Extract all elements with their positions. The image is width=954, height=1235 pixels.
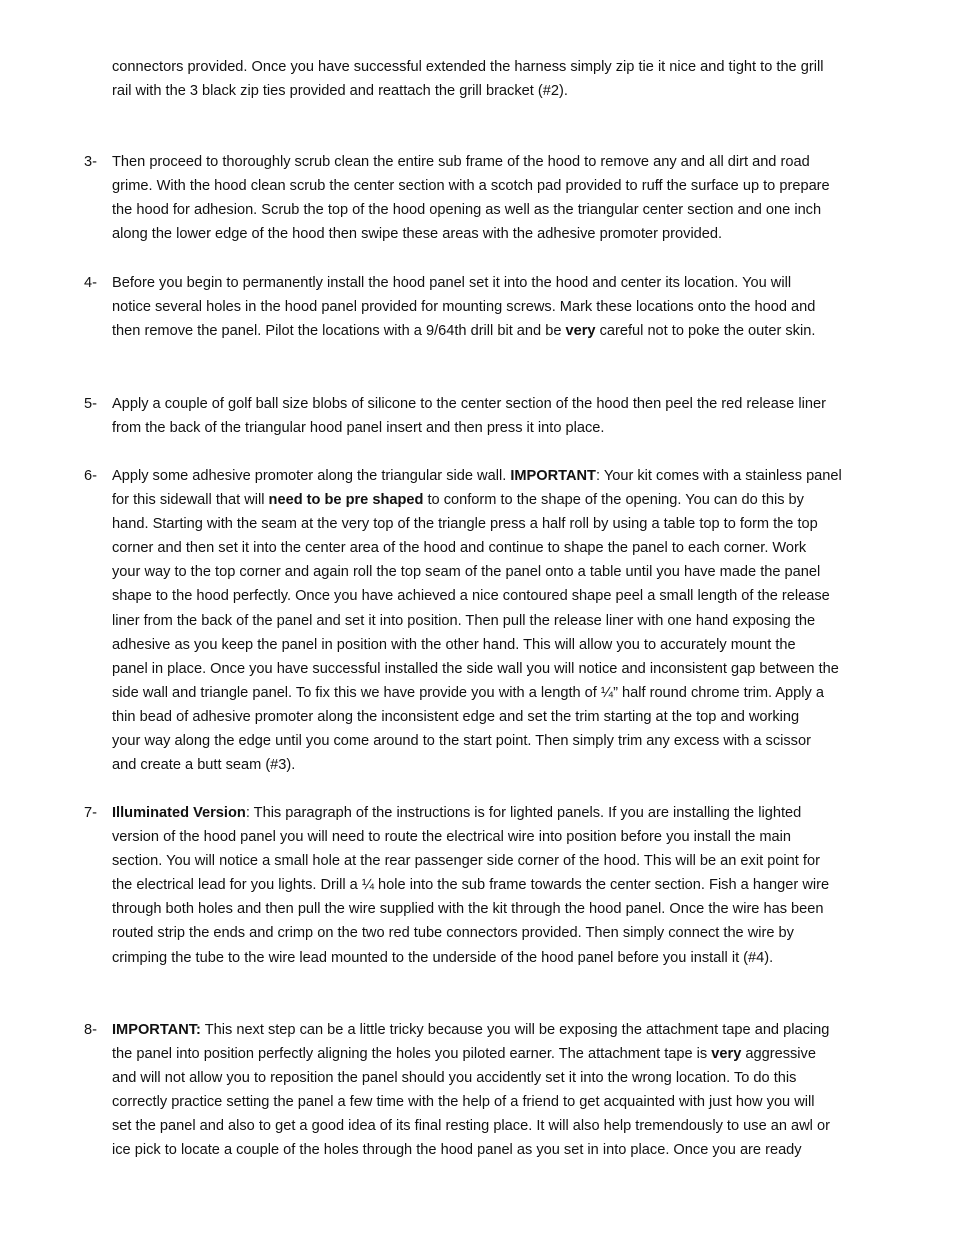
text-line: and will not allow you to reposition the panel should you accidently set it into the wrong location. To do this (112, 1070, 797, 1087)
paragraph-number: 4- (84, 275, 97, 291)
emphasis-text: need to be pre shaped (268, 492, 424, 509)
text-line (112, 1042, 902, 1066)
text-line: thin bead of adhesive promoter along the inconsistent edge and set the trim starting at the top and working (112, 708, 800, 725)
text-line (112, 464, 902, 488)
text-line: Then proceed to thoroughly scrub clean the entire sub frame of the hood to remove any and all dirt and road (112, 154, 810, 170)
text-line: shape to the hood perfectly. Once you have achieved a nice contoured shape peel a small length of the release (112, 588, 830, 605)
paragraph-text (112, 150, 902, 246)
paragraph-text (112, 801, 902, 970)
text-line (112, 801, 902, 825)
text-line: version of the hood panel you will need to route the electrical wire into position before you install the main (112, 829, 792, 846)
text-line: set the panel and also to get a good idea of its final resting place. It will also help tremendously to use an awl or (112, 1118, 830, 1135)
text-run: careful not to poke the outer skin. (595, 323, 816, 340)
text-line: Apply a couple of golf ball size blobs of silicone to the center section of the hood then peel the red release liner (112, 396, 826, 412)
text-line: the hood for adhesion. Scrub the top of the hood opening as well as the triangular center section and one inch (112, 202, 822, 219)
text-run: then remove the panel. Pilot the locations with a 9/64th drill bit and be (112, 323, 566, 340)
paragraph-text (112, 271, 902, 343)
text-line: connectors provided. Once you have successful extended the harness simply zip tie it nice and tight to the grill (112, 59, 824, 75)
paragraph-number: 6- (84, 468, 97, 484)
text-run: : This paragraph of the instructions is for lighted panels. If you are installing the lighted (245, 805, 802, 821)
paragraph-number: 8- (84, 1022, 97, 1038)
text-line: correctly practice setting the panel a few time with the help of a friend to get acquainted with just how you will (112, 1094, 815, 1111)
text-line: corner and then set it into the center area of the hood and continue to shape the panel to each corner. Work (112, 540, 807, 557)
text-line (112, 1018, 902, 1042)
text-run: the panel into position perfectly aligning the holes you piloted earner. The attachment tape is (112, 1046, 712, 1063)
text-run: This next step can be a little tricky because you will be exposing the attachment tape and placing (200, 1022, 830, 1038)
text-line: your way along the edge until you come around to the start point. Then simply trim any excess with a scissor (112, 733, 811, 750)
text-line: along the lower edge of the hood then swipe these areas with the adhesive promoter provided. (112, 226, 723, 243)
text-line: liner from the back of the panel and set it into position. Then pull the release liner with one hand exposing the (112, 612, 816, 629)
text-line: the electrical lead for you lights. Drill a ¼ hole into the sub frame towards the center section. Fish a hanger wire (112, 877, 830, 894)
emphasis-text: Illuminated Version (112, 805, 246, 821)
emphasis-text: IMPORTANT (510, 468, 596, 484)
text-line: hand. Starting with the seam at the very top of the triangle press a half roll by using a table top to form the top (112, 516, 818, 533)
text-line: rail with the 3 black zip ties provided and reattach the grill bracket (#2). (112, 83, 568, 100)
text-line: adhesive as you keep the panel in position with the other hand. This will allow you to accurately mount the (112, 636, 796, 653)
text-line: crimping the tube to the wire lead mounted to the underside of the hood panel before you install it (#4). (112, 949, 774, 966)
text-line: notice several holes in the hood panel provided for mounting screws. Mark these locations onto the hood and (112, 299, 816, 316)
paragraph-number: 3- (84, 154, 97, 170)
paragraph-text (112, 392, 902, 440)
text-line: routed strip the ends and crimp on the two red tube connectors provided. Then simply connect the wire by (112, 925, 794, 942)
text-line: Before you begin to permanently install the hood panel set it into the hood and center its location. You will (112, 275, 792, 291)
text-line: grime. With the hood clean scrub the center section with a scotch pad provided to ruff the surface up to prepare (112, 178, 830, 195)
emphasis-text: very (565, 323, 596, 340)
text-line: ice pick to locate a couple of the holes through the hood panel as you set in into place. Once you are ready (112, 1142, 802, 1159)
text-line: panel in place. Once you have successful installed the side wall you will notice and inconsistent gap between the (112, 660, 839, 677)
text-line: and create a butt seam (#3). (112, 757, 296, 774)
text-line: side wall and triangle panel. To fix this we have provide you with a length of ¼” half round chrome trim. Apply a (112, 684, 824, 701)
paragraph-number: 5- (84, 396, 97, 412)
paragraph-text (112, 464, 902, 777)
paragraph-text (112, 55, 902, 103)
paragraph-number: 7- (84, 805, 97, 821)
text-line: section. You will notice a small hole at the rear passenger side corner of the hood. This will be an exit point for (112, 853, 820, 870)
text-run: to conform to the shape of the opening. You can do this by (423, 492, 804, 509)
paragraph-text (112, 1018, 902, 1163)
emphasis-text: IMPORTANT: (112, 1022, 201, 1038)
text-line (112, 488, 902, 512)
text-run: for this sidewall that will (112, 492, 269, 509)
text-line (112, 319, 902, 343)
text-run: : Your kit comes with a stainless panel (595, 468, 842, 484)
text-line: through both holes and then pull the wire supplied with the kit through the hood panel. Once the wire has been (112, 901, 824, 918)
text-line: from the back of the triangular hood panel insert and then press it into place. (112, 420, 605, 437)
text-line: your way to the top corner and again roll the top seam of the panel onto a table until you have made the panel (112, 564, 821, 581)
emphasis-text: very (711, 1046, 742, 1063)
text-run: aggressive (741, 1046, 816, 1063)
text-run: Apply some adhesive promoter along the triangular side wall. (112, 468, 511, 484)
